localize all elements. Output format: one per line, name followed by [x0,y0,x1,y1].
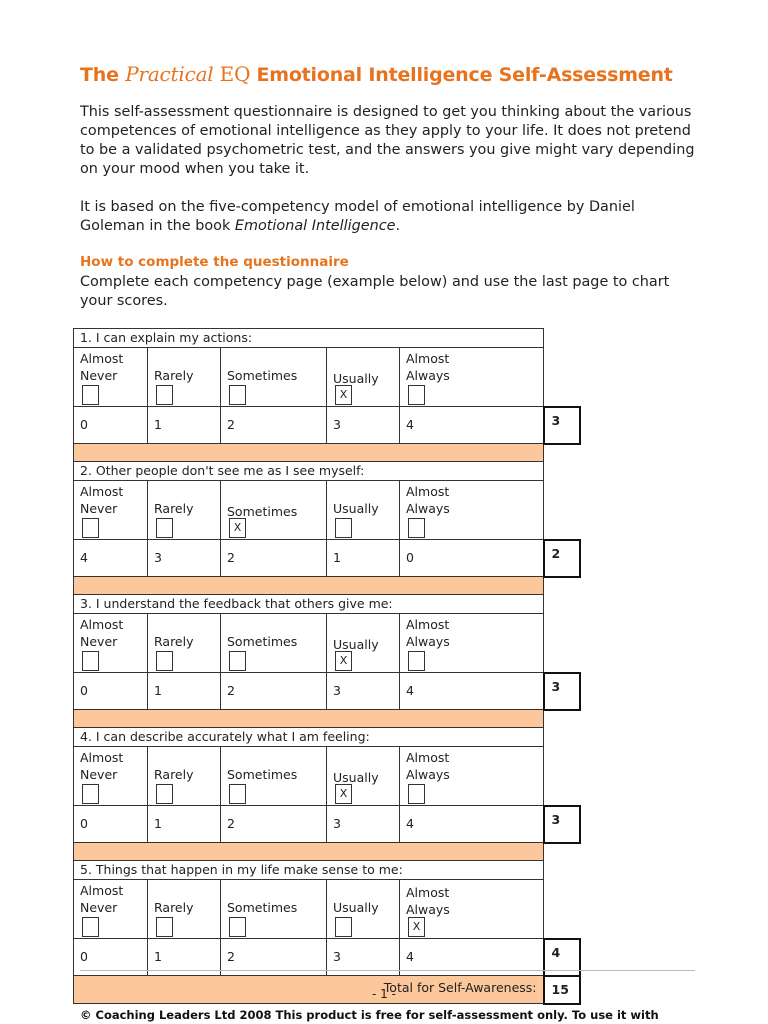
option-label: Usually [333,501,379,516]
book-title: Emotional Intelligence [234,218,396,234]
answer-checkbox[interactable] [408,784,425,804]
question-statement-row [74,728,580,747]
scale-value: 1 [148,407,221,444]
answer-checkbox[interactable] [82,385,99,405]
option-rarely [148,614,221,673]
question-statement: 4. I can describe accurately what I am feeling: [74,728,544,747]
answer-checkbox[interactable] [82,651,99,671]
option-almost-always [400,348,544,407]
answer-checkbox[interactable] [82,784,99,804]
option-almost-never [74,880,148,939]
option-almost-never [74,348,148,407]
scale-value: 3 [327,673,400,710]
option-label: Usually [333,371,379,386]
questionnaire-table [73,328,581,1005]
question-score: 3 [544,673,580,710]
blank-cell [544,880,580,939]
question-statement-row [74,462,580,481]
spacer-row [74,710,580,728]
orange-spacer [74,577,544,595]
option-sometimes [221,614,327,673]
question-scale-row [74,540,580,577]
answer-checkbox[interactable] [408,651,425,671]
answer-checkbox[interactable] [229,784,246,804]
scale-value: 1 [148,806,221,843]
orange-spacer [74,710,544,728]
option-label: Almost Never [80,883,124,915]
question-score: 3 [544,806,580,843]
spacer-row [74,577,580,595]
question-options-row [74,481,580,540]
page-number: - 1 - [372,987,396,1001]
option-label: Sometimes [227,504,298,519]
question-statement-row [74,861,580,880]
option-almost-always [400,880,544,939]
option-almost-never [74,481,148,540]
option-sometimes [221,747,327,806]
answer-checkbox[interactable] [229,651,246,671]
answer-checkbox[interactable] [408,385,425,405]
blank-cell [544,444,580,462]
option-usually [327,614,400,673]
title-prefix: The [80,64,126,86]
scale-value: 0 [74,407,148,444]
option-sometimes [221,880,327,939]
orange-spacer [74,843,544,861]
question-score: 3 [544,407,580,444]
option-label: Usually [333,770,379,785]
blank-cell [544,577,580,595]
how-to-text: Complete each competency page (example below) and use the last page to chart your scores. [80,274,670,309]
scale-value: 1 [327,540,400,577]
intro-paragraph-1: This self-assessment questionnaire is designed to get you thinking about the various competences of emotional intelligence as they apply to your life. It does not pretend to be a validated psychometric test, and the answers you give might vary depending on your mood when you take it. [80,104,695,177]
scale-value: 1 [148,939,221,976]
question-statement: 1. I can explain my actions: [74,329,544,348]
option-label: Sometimes [227,767,298,782]
total-score: 15 [544,976,580,1004]
option-almost-never [74,747,148,806]
option-sometimes [221,348,327,407]
footer-divider [80,970,695,971]
option-label: Sometimes [227,368,298,383]
option-usually [327,747,400,806]
option-label: Almost Always [406,617,450,649]
question-scale-row [74,673,580,710]
option-label: Almost Never [80,617,124,649]
scale-value: 2 [221,939,327,976]
question-statement: 5. Things that happen in my life make sense to me: [74,861,544,880]
blank-cell [544,348,580,407]
answer-checkbox[interactable] [82,917,99,937]
blank-cell [544,614,580,673]
question-scale-row [74,806,580,843]
option-almost-always [400,747,544,806]
option-rarely [148,880,221,939]
answer-checkbox[interactable]: X [335,385,352,405]
question-statement-row [74,595,580,614]
option-label: Almost Always [406,885,450,917]
option-label: Almost Always [406,484,450,516]
scale-value: 0 [74,939,148,976]
option-label: Rarely [154,501,194,516]
answer-checkbox[interactable] [335,518,352,538]
blank-cell [544,481,580,540]
blank-cell [544,710,580,728]
answer-checkbox[interactable] [156,917,173,937]
answer-checkbox[interactable]: X [335,784,352,804]
answer-checkbox[interactable] [229,917,246,937]
answer-checkbox[interactable] [156,385,173,405]
scale-value: 0 [74,806,148,843]
option-label: Sometimes [227,634,298,649]
option-label: Rarely [154,767,194,782]
scale-value: 4 [400,407,544,444]
orange-spacer [74,444,544,462]
option-label: Rarely [154,634,194,649]
question-options-row [74,747,580,806]
blank-cell [544,462,580,481]
blank-cell [544,843,580,861]
answer-checkbox[interactable] [156,651,173,671]
blank-cell [544,595,580,614]
answer-checkbox[interactable] [229,385,246,405]
scale-value: 3 [327,407,400,444]
scale-value: 2 [221,806,327,843]
question-options-row [74,880,580,939]
page-title [80,62,720,86]
scale-value: 3 [327,806,400,843]
option-label: Sometimes [227,900,298,915]
answer-checkbox[interactable]: X [335,651,352,671]
answer-checkbox[interactable] [335,917,352,937]
answer-checkbox[interactable] [156,518,173,538]
blank-cell [544,728,580,747]
answer-checkbox[interactable]: X [229,518,246,538]
scale-value: 1 [148,673,221,710]
option-rarely [148,348,221,407]
answer-checkbox[interactable] [156,784,173,804]
question-statement: 2. Other people don't see me as I see myself: [74,462,544,481]
option-label: Usually [333,637,379,652]
question-statement-row [74,329,580,348]
scale-value: 0 [400,540,544,577]
option-usually [327,481,400,540]
spacer-row [74,843,580,861]
scale-value: 4 [400,939,544,976]
intro-paragraph-2 [80,198,700,236]
answer-checkbox[interactable]: X [408,917,425,937]
copyright-footer: © Coaching Leaders Ltd 2008 This product is free for self-assessment only. To use it with [80,1008,659,1022]
option-label: Rarely [154,368,194,383]
blank-cell [544,747,580,806]
total-label: Total for Self-Awareness: [74,976,544,1004]
answer-checkbox[interactable] [82,518,99,538]
option-label: Almost Never [80,484,124,516]
scale-value: 3 [327,939,400,976]
option-usually [327,880,400,939]
option-label: Almost Never [80,351,124,383]
option-label: Almost Never [80,750,124,782]
spacer-row [74,444,580,462]
question-score: 4 [544,939,580,976]
intro-p2-end: . [395,218,401,234]
question-options-row [74,614,580,673]
option-almost-always [400,481,544,540]
option-usually [327,348,400,407]
how-to-heading: How to complete the questionnaire [80,254,349,270]
option-label: Rarely [154,900,194,915]
question-scale-row [74,407,580,444]
question-options-row [74,348,580,407]
scale-value: 4 [74,540,148,577]
title-brand-eq: EQ [213,62,257,86]
option-sometimes [221,481,327,540]
option-rarely [148,747,221,806]
title-rest: Emotional Intelligence Self-Assessment [256,64,673,86]
option-label: Usually [333,900,379,915]
scale-value: 2 [221,407,327,444]
scale-value: 4 [400,806,544,843]
intro-p2-text: It is based on the five-competency model of emotional intelligence by Daniel Goleman in the book [80,199,635,234]
option-label: Almost Always [406,750,450,782]
option-label: Almost Always [406,351,450,383]
question-score: 2 [544,540,580,577]
blank-cell [544,861,580,880]
question-statement: 3. I understand the feedback that others give me: [74,595,544,614]
scale-value: 4 [400,673,544,710]
title-brand-practical: Practical [125,62,214,86]
option-almost-never [74,614,148,673]
option-rarely [148,481,221,540]
option-almost-always [400,614,544,673]
scale-value: 0 [74,673,148,710]
blank-cell [544,329,580,348]
scale-value: 2 [221,540,327,577]
scale-value: 3 [148,540,221,577]
answer-checkbox[interactable] [408,518,425,538]
scale-value: 2 [221,673,327,710]
